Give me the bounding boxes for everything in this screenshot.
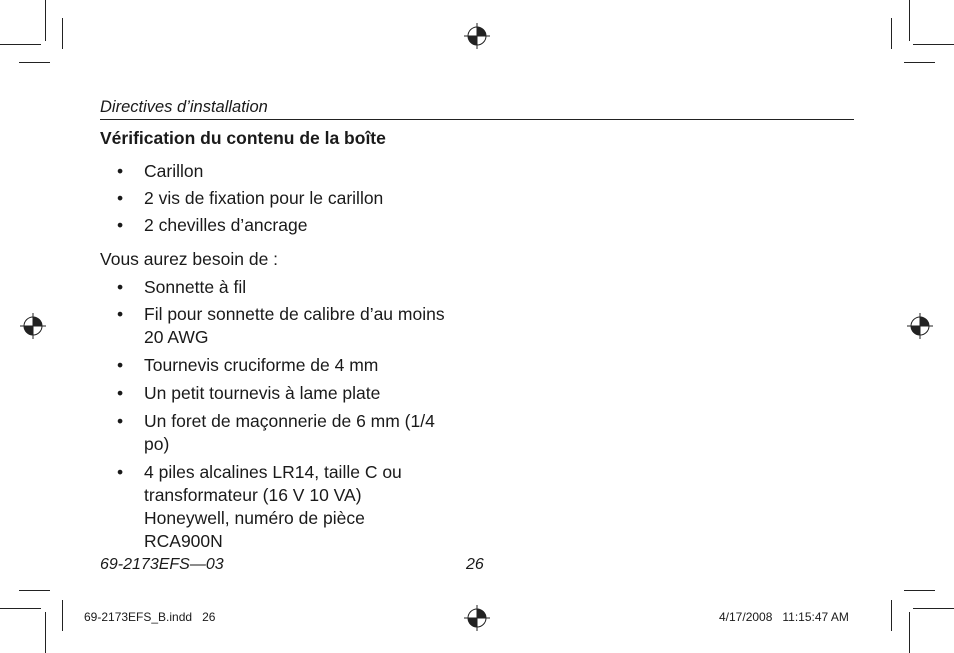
slug-timestamp: 4/17/2008 11:15:47 AM [719,610,849,624]
bullet: • [117,188,124,208]
section-title: Vérification du contenu de la boîte [100,128,386,148]
bullet: • [117,304,124,324]
list-item [117,303,447,349]
list-item-text: Un petit tournevis à lame plate [144,383,381,403]
list-item-text: Carillon [144,161,204,181]
bullet: • [117,383,124,403]
list-item [117,187,447,210]
registration-mark-icon [907,313,933,339]
document-number: 69-2173EFS—03 [100,556,224,573]
bullet: • [117,161,124,181]
crop-mark [891,600,892,631]
crop-mark [0,44,41,45]
running-header: Directives d’installation [100,98,268,116]
header-rule [100,119,854,120]
needed-list [117,276,447,553]
crop-mark [913,608,954,609]
crop-mark [45,612,46,653]
crop-mark [45,0,46,41]
list-item [117,410,447,456]
crop-mark [0,608,41,609]
bullet: • [117,355,124,375]
bullet: • [117,277,124,297]
list-item [117,276,447,299]
list-item-text: 4 piles alcalines LR14, taille C ou transformateur (16 V 10 VA) Honeywell, numéro de pièce RCA900N [144,462,402,551]
list-item [117,160,447,183]
page-number: 26 [466,556,484,573]
needed-intro: Vous aurez besoin de : [100,249,279,269]
list-item-text: Tournevis cruciforme de 4 mm [144,355,379,375]
crop-mark [62,18,63,49]
registration-mark-icon [20,313,46,339]
slug-filename: 69-2173EFS_B.indd 26 [84,610,216,624]
crop-mark [891,18,892,49]
list-item-text: 2 chevilles d’ancrage [144,215,308,235]
list-item-text: 2 vis de fixation pour le carillon [144,188,384,208]
crop-mark [913,44,954,45]
list-item [117,382,447,405]
bullet: • [117,462,124,482]
crop-mark [904,590,935,591]
registration-mark-icon [464,605,490,631]
crop-mark [19,590,50,591]
list-item-text: Fil pour sonnette de calibre d’au moins 20 AWG [144,304,445,347]
list-item-text: Un foret de maçonnerie de 6 mm (1/4 po) [144,411,435,454]
crop-mark [19,62,50,63]
registration-mark-icon [464,23,490,49]
bullet: • [117,215,124,235]
list-item-text: Sonnette à fil [144,277,247,297]
crop-mark [62,600,63,631]
crop-mark [909,612,910,653]
list-item [117,461,414,553]
list-item [117,214,447,237]
list-item [117,354,447,377]
crop-mark [904,62,935,63]
crop-mark [909,0,910,41]
box-contents-list [117,160,447,237]
bullet: • [117,411,124,431]
